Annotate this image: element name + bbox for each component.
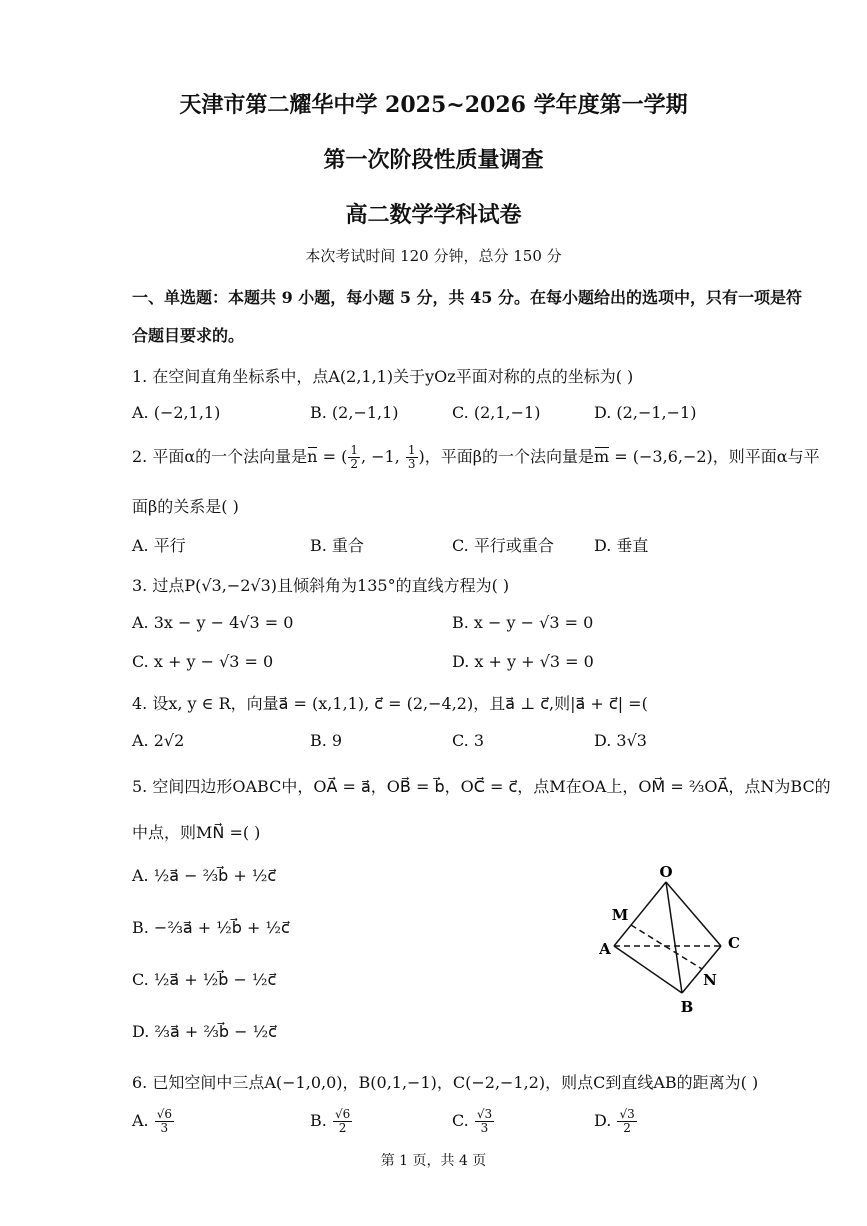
q6-option-a (132, 1108, 175, 1135)
label-b: B (680, 998, 694, 1016)
exam-title: 天津市第二耀华中学 2025~2026 学年度第一学期 (179, 92, 688, 118)
section-heading-line2: 合题目要求的。 (132, 326, 245, 345)
segment-mn-dashed (631, 925, 702, 969)
q6-a-den: 3 (160, 1121, 169, 1135)
question-2-line2: 面β的关系是( ) (132, 497, 239, 516)
q6-d-label: D. (594, 1111, 617, 1130)
q6-d-fraction (617, 1108, 636, 1135)
q6-a-fraction (155, 1108, 174, 1135)
q1-option-a: A. (−2,1,1) (132, 403, 221, 422)
edge-ab (614, 946, 682, 993)
exam-info: 本次考试时间 120 分钟，总分 150 分 (305, 247, 562, 265)
label-c: C (728, 934, 740, 952)
q6-option-c (452, 1108, 495, 1135)
label-n: N (703, 971, 717, 989)
q2-option-d: D. 垂直 (594, 536, 649, 555)
q1-option-b: B. (2,−1,1) (310, 403, 399, 422)
q6-c-fraction (475, 1108, 494, 1135)
q6-d-den: 2 (623, 1121, 631, 1135)
question-3-stem: 3. 过点P(√3,−2√3)且倾斜角为135°的直线方程为( ) (132, 576, 510, 595)
m-vector: m (594, 447, 610, 466)
q2-stem-part-a: 2. 平面α的一个法向量是 (132, 447, 308, 466)
exam-subtitle: 第一次阶段性质量调查 (323, 147, 544, 173)
tetrahedron-figure (590, 860, 750, 1020)
q5-option-c: C. ½a⃗ + ½b⃗ − ½c⃗ (132, 970, 277, 989)
q2-f2-num: 1 (407, 443, 416, 457)
q2-eq: = ( (317, 447, 348, 466)
q2-f1-den: 2 (350, 457, 358, 471)
q2-option-a: A. 平行 (132, 536, 186, 555)
page-footer: 第 1 页，共 4 页 (380, 1153, 487, 1169)
q6-option-b (310, 1108, 353, 1135)
q1-option-c: C. (2,1,−1) (452, 403, 541, 422)
question-6-stem: 6. 已知空间中三点A(−1,0,0)，B(0,1,−1)，C(−2,−1,2)，则点C到直线AB的距离为( ) (132, 1073, 759, 1092)
q2-fraction-2 (406, 444, 418, 471)
q2-f1-num: 1 (350, 443, 358, 457)
q3-option-a: A. 3x − y − 4√3 = 0 (132, 613, 294, 632)
label-o: O (659, 863, 673, 881)
q6-c-num: √3 (476, 1107, 493, 1121)
q3-option-c: C. x + y − √3 = 0 (132, 652, 274, 671)
label-a: A (599, 940, 611, 958)
q5-option-b: B. −⅔a⃗ + ½b⃗ + ½c⃗ (132, 918, 290, 937)
q2-f2-den: 3 (407, 457, 416, 471)
question-1-stem: 1. 在空间直角坐标系中，点A(2,1,1)关于yOz平面对称的点的坐标为( ) (132, 367, 634, 386)
q4-option-a: A. 2√2 (132, 731, 185, 750)
q3-option-d: D. x + y + √3 = 0 (452, 652, 594, 671)
question-4-stem: 4. 设x, y ∈ R，向量a⃗ = (x,1,1), c⃗ = (2,−4,2)，且a⃗ ⊥ c⃗,则|a⃗ + c⃗| =( (132, 694, 648, 713)
q2-mid: , −1, (360, 447, 405, 466)
q5-option-a: A. ½a⃗ − ⅔b⃗ + ½c⃗ (132, 866, 277, 885)
q4-option-d: D. 3√3 (594, 731, 647, 750)
q4-option-c: C. 3 (452, 731, 485, 750)
q4-option-b: B. 9 (310, 731, 343, 750)
q2-option-b: B. 重合 (310, 536, 364, 555)
q6-b-den: 2 (338, 1121, 347, 1135)
n-vector: n (307, 447, 318, 466)
q2-stem-part-b: )，平面β的一个法向量是 (418, 447, 595, 466)
q6-c-den: 3 (480, 1121, 489, 1135)
question-5-stem: 5. 空间四边形OABC中，OA⃗ = a⃗，OB⃗ = b⃗，OC⃗ = c⃗，点M在OA上，OM⃗ = ⅔OA⃗，点N为BC的 (132, 777, 831, 796)
q5-option-d: D. ⅔a⃗ + ⅔b⃗ − ½c⃗ (132, 1022, 277, 1041)
q6-d-num: √3 (619, 1107, 635, 1121)
q6-a-label: A. (132, 1111, 154, 1130)
q2-stem-part-c: = (−3,6,−2)，则平面α与平 (609, 447, 820, 466)
q3-option-b: B. x − y − √3 = 0 (452, 613, 594, 632)
q6-c-label: C. (452, 1111, 474, 1130)
q6-a-num: √6 (156, 1107, 173, 1121)
q2-fraction-1 (348, 444, 360, 471)
q6-b-label: B. (310, 1111, 332, 1130)
label-m: M (611, 906, 629, 924)
q6-option-d (594, 1108, 638, 1135)
section-heading-line1: 一、单选题：本题共 9 小题，每小题 5 分，共 45 分。在每小题给出的选项中，只有一项是符 (132, 288, 802, 307)
question-5-line2: 中点，则MN⃗ =( ) (132, 823, 261, 842)
question-2-stem (132, 444, 820, 471)
q6-b-fraction (333, 1108, 352, 1135)
q2-option-c: C. 平行或重合 (452, 536, 554, 555)
q1-option-d: D. (2,−1,−1) (594, 403, 697, 422)
q6-b-num: √6 (334, 1107, 351, 1121)
subject-title: 高二数学学科试卷 (345, 202, 522, 228)
